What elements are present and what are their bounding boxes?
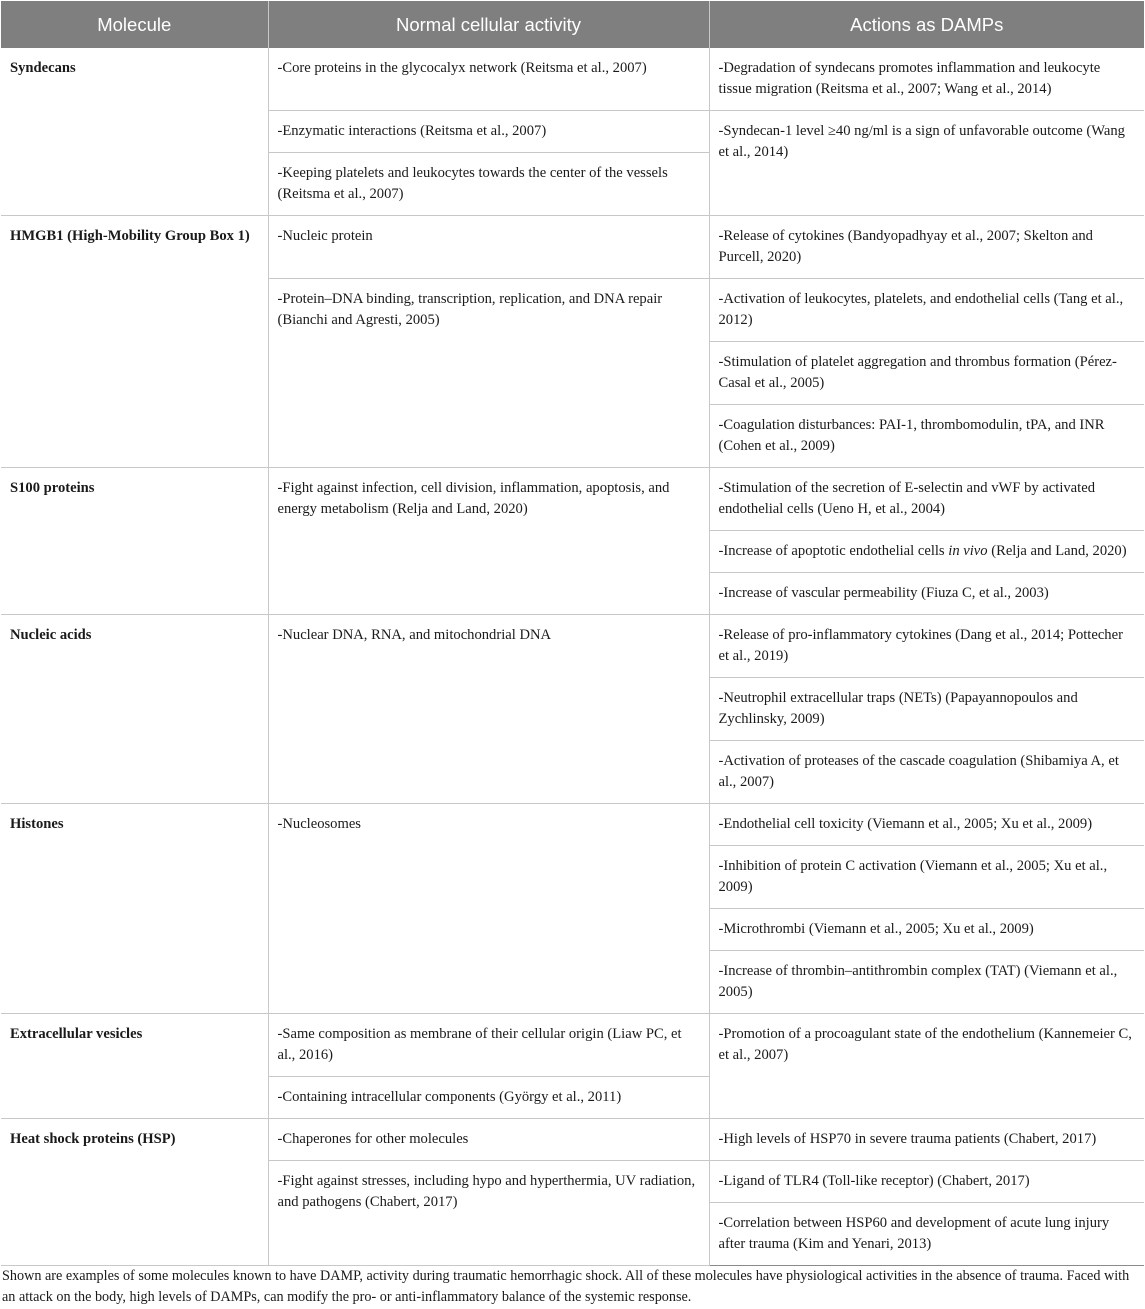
damp-action-cell: -Promotion of a procoagulant state of the endothelium (Kannemeier C, et al., 2007): [709, 1014, 1144, 1119]
normal-activity-cell: -Same composition as membrane of their cellular origin (Liaw PC, et al., 2016): [268, 1014, 709, 1077]
damp-action-cell: -Ligand of TLR4 (Toll-like receptor) (Chabert, 2017): [709, 1161, 1144, 1203]
molecule-cell: Syndecans: [1, 48, 268, 216]
damp-action-text: (Relja and Land, 2020): [987, 543, 1127, 559]
damp-action-cell: -Correlation between HSP60 and development of acute lung injury after trauma (Kim and Yenari, 2013): [709, 1203, 1144, 1266]
damp-action-cell: -Endothelial cell toxicity (Viemann et al., 2005; Xu et al., 2009): [709, 804, 1144, 846]
molecule-cell: HMGB1 (High-Mobility Group Box 1): [1, 216, 268, 468]
damp-action-cell: -Coagulation disturbances: PAI-1, thrombomodulin, tPA, and INR (Cohen et al., 2009): [709, 405, 1144, 468]
damps-table: [1, 1, 1144, 1266]
damp-action-cell: -Activation of leukocytes, platelets, and endothelial cells (Tang et al., 2012): [709, 279, 1144, 342]
normal-activity-cell: -Core proteins in the glycocalyx network (Reitsma et al., 2007): [268, 48, 709, 111]
table-row: [1, 615, 1144, 678]
damp-action-cell: -Syndecan-1 level ≥40 ng/ml is a sign of unfavorable outcome (Wang et al., 2014): [709, 111, 1144, 216]
damp-action-cell: -Release of pro-inflammatory cytokines (Dang et al., 2014; Pottecher et al., 2019): [709, 615, 1144, 678]
molecule-cell: Histones: [1, 804, 268, 1014]
damp-action-cell: -Activation of proteases of the cascade coagulation (Shibamiya A, et al., 2007): [709, 741, 1144, 804]
damp-action-cell: -Microthrombi (Viemann et al., 2005; Xu et al., 2009): [709, 909, 1144, 951]
header-normal-activity: Normal cellular activity: [268, 1, 709, 48]
damp-action-cell: -High levels of HSP70 in severe trauma patients (Chabert, 2017): [709, 1119, 1144, 1161]
damp-action-cell: -Release of cytokines (Bandyopadhyay et al., 2007; Skelton and Purcell, 2020): [709, 216, 1144, 279]
molecule-cell: Heat shock proteins (HSP): [1, 1119, 268, 1266]
molecule-cell: Extracellular vesicles: [1, 1014, 268, 1119]
molecule-cell: S100 proteins: [1, 468, 268, 615]
normal-activity-cell: -Nucleic protein: [268, 216, 709, 279]
table-footnote: Shown are examples of some molecules known to have DAMP, activity during traumatic hemorrhagic shock. All of these molecules have physiological activities in the absence of trauma. Faced with an attack on the body, high levels of DAMPs, can modify the pro- or anti-inflammatory balance of the systemic response.: [2, 1268, 1130, 1305]
damp-action-cell: -Increase of vascular permeability (Fiuza C, et al., 2003): [709, 573, 1144, 615]
normal-activity-cell: -Enzymatic interactions (Reitsma et al., 2007): [268, 111, 709, 153]
damp-action-cell: [709, 531, 1144, 573]
header-damp-actions: Actions as DAMPs: [709, 1, 1144, 48]
normal-activity-cell: -Fight against stresses, including hypo and hyperthermia, UV radiation, and pathogens (Chabert, 2017): [268, 1161, 709, 1266]
damp-action-cell: -Stimulation of platelet aggregation and thrombus formation (Pérez-Casal et al., 2005): [709, 342, 1144, 405]
normal-activity-cell: -Nucleosomes: [268, 804, 709, 1014]
molecule-cell: Nucleic acids: [1, 615, 268, 804]
table-row: [1, 216, 1144, 279]
normal-activity-cell: -Nuclear DNA, RNA, and mitochondrial DNA: [268, 615, 709, 804]
normal-activity-cell: -Chaperones for other molecules: [268, 1119, 709, 1161]
table-row: [1, 1014, 1144, 1077]
damp-action-cell: -Neutrophil extracellular traps (NETs) (Papayannopoulos and Zychlinsky, 2009): [709, 678, 1144, 741]
damp-action-cell: -Stimulation of the secretion of E-selectin and vWF by activated endothelial cells (Ueno H, et al., 2004): [709, 468, 1144, 531]
damp-action-text: -Increase of apoptotic endothelial cells: [718, 543, 949, 559]
normal-activity-cell: -Fight against infection, cell division, inflammation, apoptosis, and energy metabolism (Relja and Land, 2020): [268, 468, 709, 615]
damp-action-italic: in vivo: [948, 543, 988, 559]
normal-activity-cell: -Protein–DNA binding, transcription, replication, and DNA repair (Bianchi and Agresti, 2005): [268, 279, 709, 468]
damp-action-cell: -Inhibition of protein C activation (Viemann et al., 2005; Xu et al., 2009): [709, 846, 1144, 909]
normal-activity-cell: -Keeping platelets and leukocytes towards the center of the vessels (Reitsma et al., 2007): [268, 153, 709, 216]
header-row: [1, 1, 1144, 48]
table-row: [1, 468, 1144, 531]
table-row: [1, 804, 1144, 846]
table-row: [1, 1119, 1144, 1161]
damp-action-cell: -Increase of thrombin–antithrombin complex (TAT) (Viemann et al., 2005): [709, 951, 1144, 1014]
header-molecule: Molecule: [1, 1, 268, 48]
normal-activity-cell: -Containing intracellular components (György et al., 2011): [268, 1077, 709, 1119]
table-row: [1, 48, 1144, 111]
damp-action-cell: -Degradation of syndecans promotes inflammation and leukocyte tissue migration (Reitsma et al., 2007; Wang et al., 2014): [709, 48, 1144, 111]
